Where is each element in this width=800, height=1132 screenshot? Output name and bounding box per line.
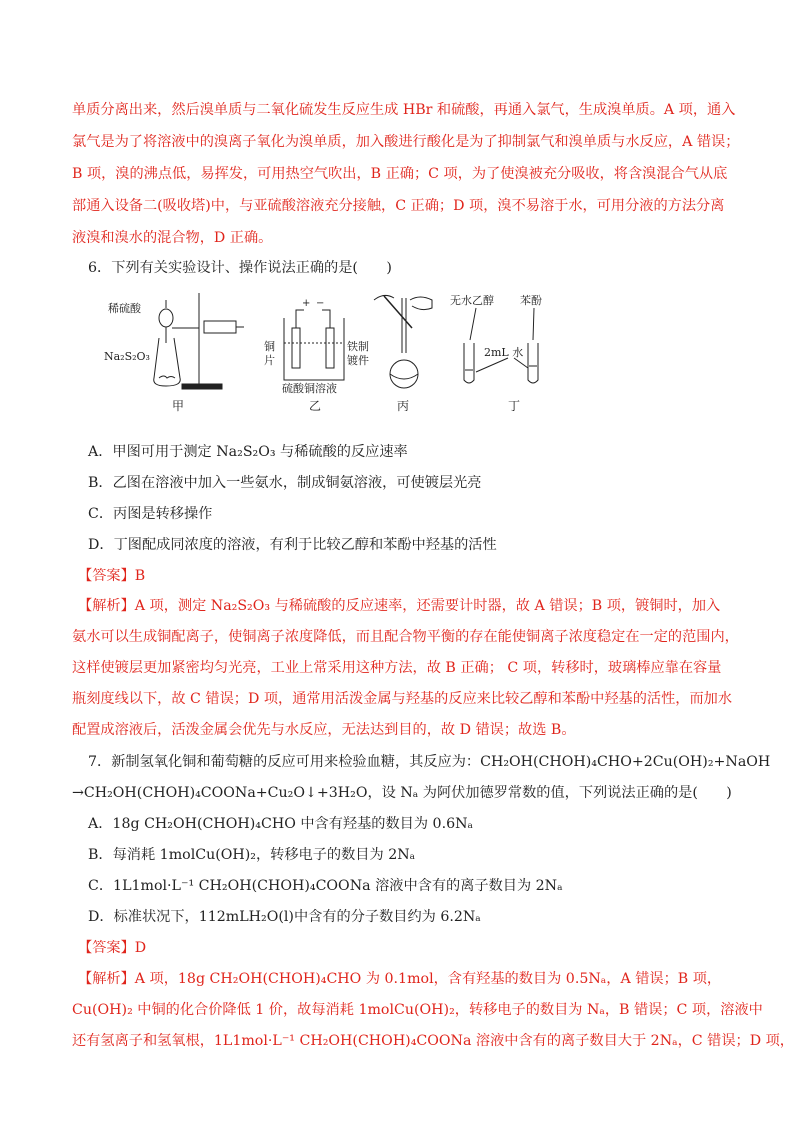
question-6-stem: 6．下列有关实验设计、操作说法正确的是( ): [88, 260, 392, 276]
label-anhydrous-ethanol: 无水乙醇: [450, 294, 494, 307]
explanation-line: B 项，溴的沸点低，易挥发，可用热空气吹出，B 正确；C 项，为了使溴被充分吸收，将含溴混合气从底: [72, 166, 728, 182]
q6-analysis-line: 配置成溶液后，活泼金属会优先与水反应，无法达到目的，故 D 错误；故选 B。: [72, 722, 576, 738]
caption-bing: 丙: [397, 399, 410, 413]
q6-analysis-line: 这样使镀层更加紧密均匀光亮，工业上常采用这种方法，故 B 正确； C 项，转移时，玻璃棒应靠在容量: [72, 660, 722, 676]
explanation-line: 部通入设备二(吸收塔)中，与亚硫酸溶液充分接触，C 正确；D 项，溴不易溶于水，可用分液的方法分离: [72, 198, 725, 214]
label-negative: −: [316, 298, 325, 309]
label-plated-part: 镀件: [347, 354, 369, 367]
analysis-text: A 项，测定 Na₂S₂O₃ 与稀硫酸的反应速率，还需要计时器，故 A 错误；B 项，镀铜时，加入: [134, 598, 721, 614]
q6-option-a: A．甲图可用于测定 Na₂S₂O₃ 与稀硫酸的反应速率: [88, 444, 408, 460]
q7-option-d: D．标准状况下，112mLH₂O(l)中含有的分子数目约为 6.2Nₐ: [88, 909, 481, 925]
q7-analysis-line: [78, 969, 721, 989]
explanation-line: 液溴和溴水的混合物，D 正确。: [72, 230, 273, 246]
label-iron-part: 铁制: [347, 340, 369, 353]
analysis-label: 【解析】: [78, 598, 135, 614]
q7-option-a: A．18g CH₂OH(CHOH)₄CHO 中含有羟基的数目为 0.6Nₐ: [88, 816, 474, 832]
label-phenol: 苯酚: [520, 294, 542, 307]
question-7-stem-line2: →CH₂OH(CHOH)₄COONa+Cu₂O↓+3H₂O，设 Nₐ 为阿伏加德罗常数的值，下列说法正确的是( ): [72, 785, 732, 801]
caption-yi: 乙: [309, 399, 322, 413]
label-copper: 铜: [264, 340, 275, 353]
q6-analysis-line: 瓶刻度线以下，故 C 错误；D 项，通常用活泼金属与羟基的反应来比较乙醇和苯酚中羟基的活性，而加水: [72, 691, 733, 707]
q6-option-d: D．丁图配成同浓度的溶液，有利于比较乙醇和苯酚中羟基的活性: [88, 537, 497, 553]
label-sheet: 片: [264, 354, 275, 367]
q6-option-b: B．乙图在溶液中加入一些氨水，制成铜氨溶液，可使镀层光亮: [88, 475, 482, 491]
label-sodium-thiosulfate: Na₂S₂O₃: [104, 350, 150, 363]
analysis-text: A 项，18g CH₂OH(CHOH)₄CHO 为 0.1mol，含有羟基的数目为 0.5Nₐ，A 错误；B 项，: [134, 971, 722, 987]
explanation-line: 单质分离出来，然后溴单质与二氧化硫发生反应生成 HBr 和硫酸，再通入氯气，生成溴单质。A 项，通入: [72, 102, 736, 118]
analysis-label: 【解析】: [78, 971, 135, 987]
q6-option-c: C．丙图是转移操作: [88, 506, 213, 522]
q6-answer: 【答案】B: [78, 568, 146, 584]
q7-analysis-line: 还有氢离子和氢氧根，1L1mol·L⁻¹ CH₂OH(CHOH)₄COONa 溶液中含有的离子数目大于 2Nₐ，C 错误；D 项，: [72, 1033, 794, 1049]
apparatus-yi: [284, 310, 344, 380]
q6-analysis-line: 氨水可以生成铜配离子，使铜离子浓度降低，而且配合物平衡的存在能使铜离子浓度稳定在一定的范围内，: [72, 629, 739, 645]
question-7-stem-line1: 7．新制氢氧化铜和葡萄糖的反应可用来检验血糖，其反应为：CH₂OH(CHOH)₄CHO+2Cu(OH)₂+NaOH: [88, 754, 771, 770]
label-dilute-sulfuric-acid: 稀硫酸: [108, 302, 141, 315]
label-copper-sulfate: 硫酸铜溶液: [282, 382, 337, 395]
apparatus-jia: [154, 293, 244, 389]
q6-analysis-line: [78, 596, 720, 616]
label-positive: +: [302, 298, 311, 309]
q7-analysis-line: Cu(OH)₂ 中铜的化合价降低 1 价，故每消耗 1molCu(OH)₂，转移电子的数目为 Nₐ，B 错误；C 项，溶液中: [72, 1002, 763, 1018]
q7-answer: 【答案】D: [78, 940, 147, 956]
apparatus-bing: [374, 295, 432, 388]
q7-option-c: C．1L1mol·L⁻¹ CH₂OH(CHOH)₄COONa 溶液中含有的离子数目为 2Nₐ: [88, 878, 563, 894]
explanation-line: 氯气是为了将溶液中的溴离子氧化为溴单质，加入酸进行酸化是为了抑制氯气和溴单质与水反应，A 错误；: [72, 134, 740, 150]
caption-jia: 甲: [172, 399, 185, 413]
experiment-figure: [104, 288, 564, 418]
q7-option-b: B．每消耗 1molCu(OH)₂，转移电子的数目为 2Nₐ: [88, 847, 416, 863]
label-2ml-water: 2mL 水: [484, 346, 524, 359]
caption-ding: 丁: [508, 399, 521, 413]
